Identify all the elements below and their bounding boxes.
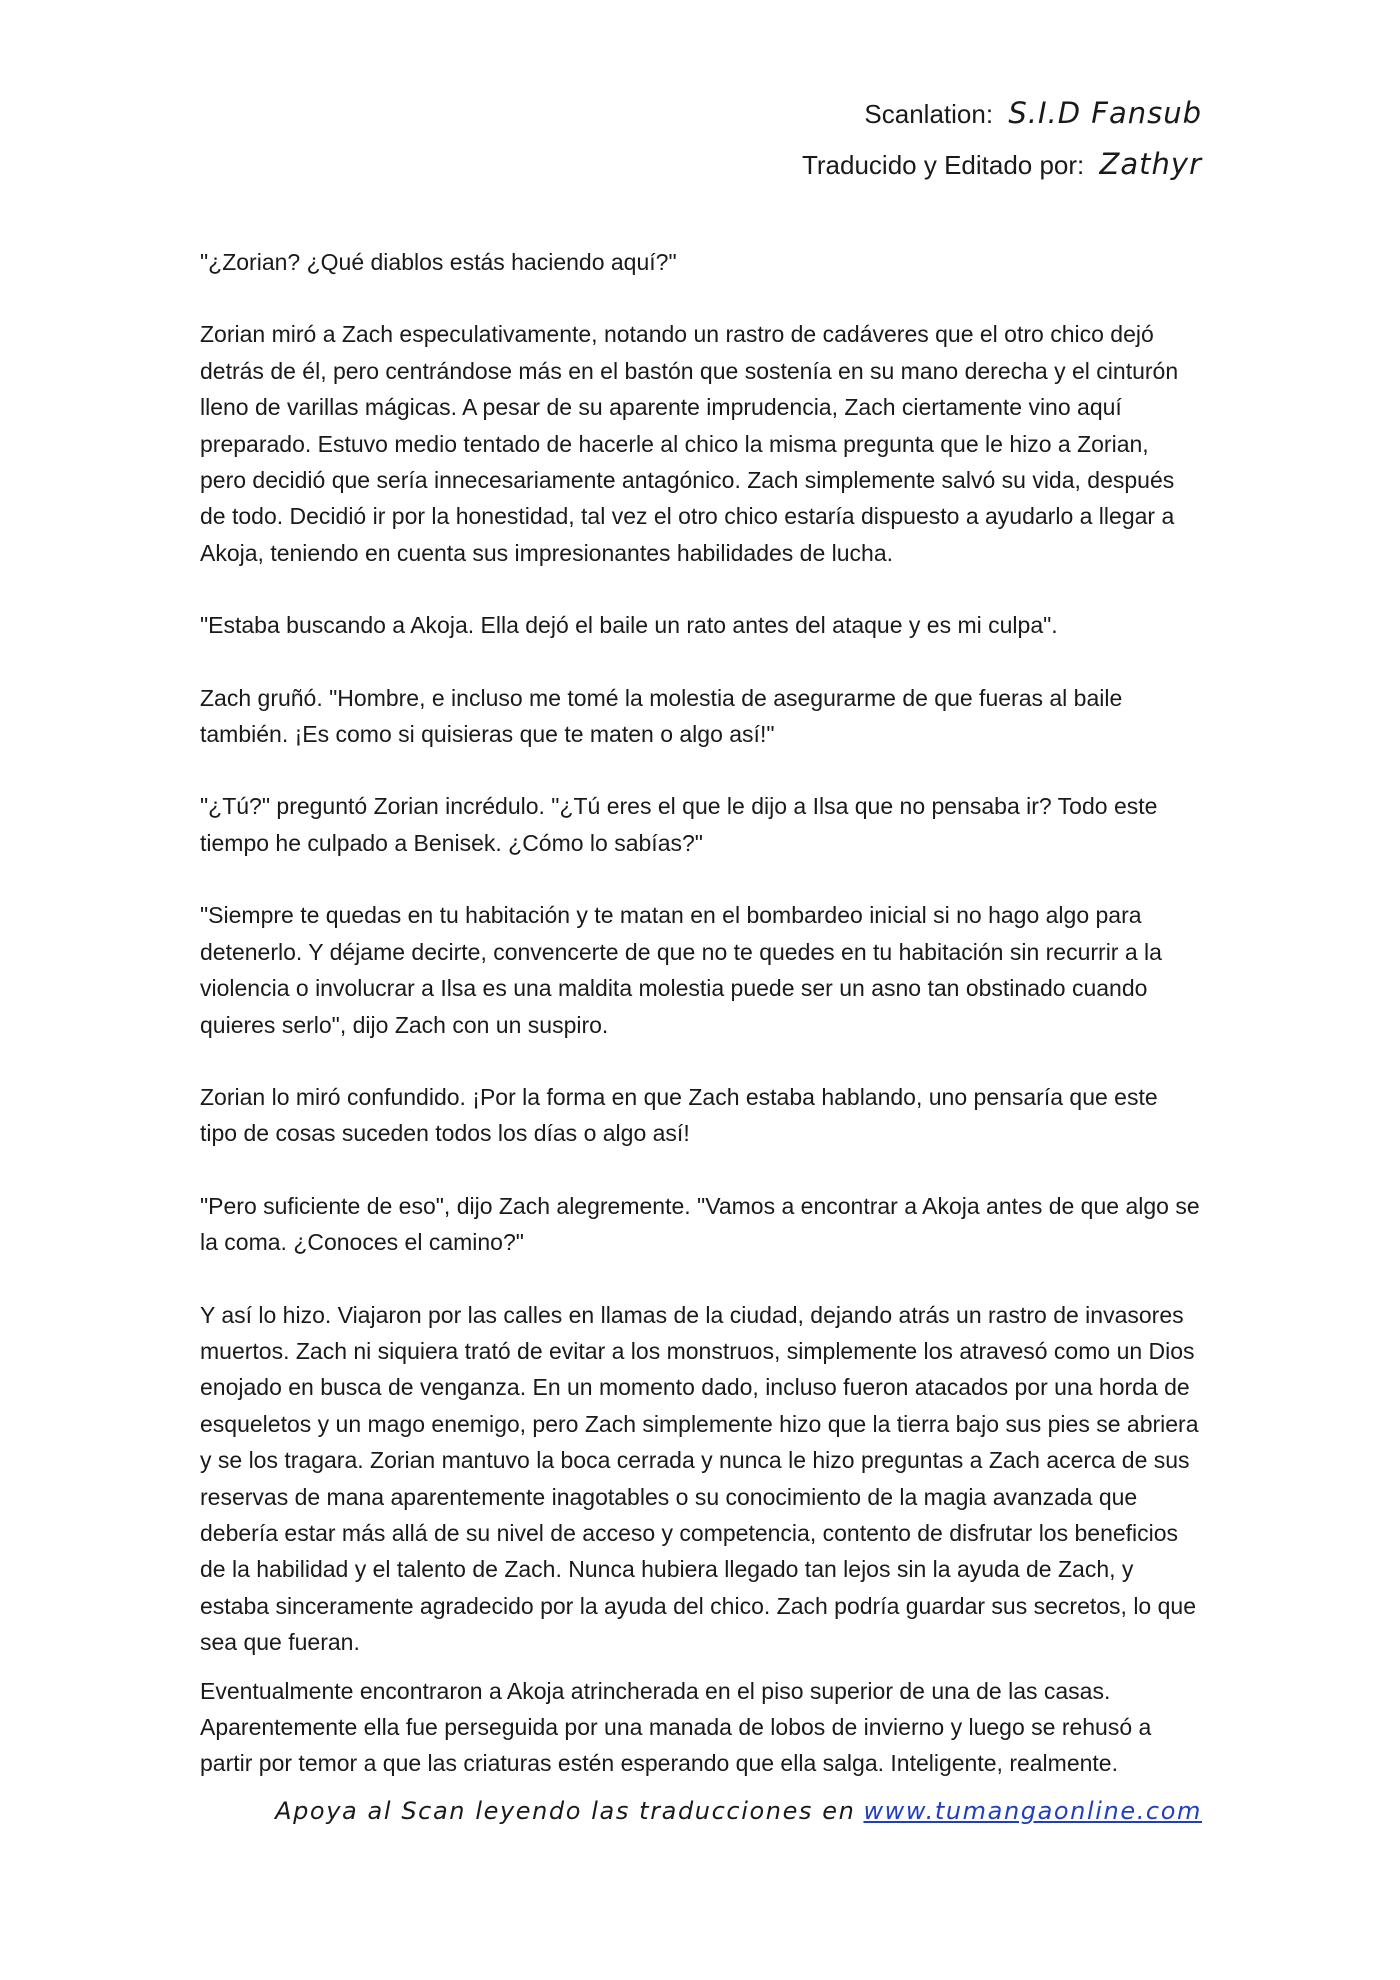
credits-block — [802, 88, 1202, 190]
paragraph: Zorian miró a Zach especulativamente, notando un rastro de cadáveres que el otro chico dejó detrás de él, pero centrándose más en el bastón que sostenía en su mano derecha y el cinturón lleno de varillas mágicas. A pesar de su aparente imprudencia, Zach ciertamente vino aquí preparado. Estuvo medio tentado de hacerle al chico la misma pregunta que le hizo a Zorian, pero decidió que sería innecesariamente antagónico. Zach simplemente salvó su vida, después de todo. Decidió ir por la honestidad, tal vez el otro chico estaría dispuesto a ayudarlo a llegar a Akoja, teniendo en cuenta sus impresionantes habilidades de lucha. — [200, 321, 1179, 566]
translator-name: Zathyr — [1099, 147, 1202, 181]
support-footer — [275, 1797, 1202, 1825]
paragraph: "Siempre te quedas en tu habitación y te matan en el bombardeo inicial si no hago algo para detenerlo. Y déjame decirte, convencerte de que no te quedes en tu habitación sin recurrir a la violencia o involucrar a Ilsa es una maldita molestia puede ser un asno tan obstinado cuando quieres serlo", dijo Zach con un suspiro. — [200, 902, 1162, 1038]
paragraph: Y así lo hizo. Viajaron por las calles en llamas de la ciudad, dejando atrás un rastro de invasores muertos. Zach ni siquiera trató de evitar a los monstruos, simplemente los atravesó como un Dios enojado en busca de venganza. En un momento dado, incluso fueron atacados por una horda de esqueletos y un mago enemigo, pero Zach simplemente hizo que la tierra bajo sus pies se abriera y se los tragara. Zorian mantuvo la boca cerrada y nunca le hizo preguntas a Zach acerca de sus reservas de mana aparentemente inagotables o su conocimiento de la magia avanzada que debería estar más allá de su nivel de acceso y competencia, contento de disfrutar los beneficios de la habilidad y el talento de Zach. Nunca hubiera llegado tan lejos sin la ayuda de Zach, y estaba sinceramente agradecido por la ayuda del chico. Zach podría guardar sus secretos, lo que sea que fueran. — [200, 1301, 1199, 1656]
paragraph: "Pero suficiente de eso", dijo Zach alegremente. "Vamos a encontrar a Akoja antes de que algo se la coma. ¿Conoces el camino?" — [200, 1192, 1200, 1256]
scanlation-group: S.I.D Fansub — [1008, 96, 1202, 130]
translator-credit — [802, 139, 1202, 190]
paragraph: "¿Tú?" preguntó Zorian incrédulo. "¿Tú eres el que le dijo a Ilsa que no pensaba ir? Todo este tiempo he culpado a Benisek. ¿Cómo lo sabías?" — [200, 793, 1158, 856]
scanlation-label: Scanlation: — [864, 99, 994, 129]
support-message: Apoya al Scan leyendo las traducciones en — [275, 1797, 856, 1825]
translator-label: Traducido y Editado por: — [801, 150, 1085, 180]
scanlation-credit — [802, 88, 1202, 139]
paragraph: "¿Zorian? ¿Qué diablos estás haciendo aquí?" — [200, 249, 677, 275]
paragraph: "Estaba buscando a Akoja. Ella dejó el baile un rato antes del ataque y es mi culpa". — [200, 612, 1058, 639]
paragraph: Zach gruñó. "Hombre, e incluso me tomé la molestia de asegurarme de que fueras al baile también. ¡Es como si quisieras que te maten o algo así!" — [200, 684, 1123, 748]
website-link[interactable]: www.tumangaonline.com — [863, 1797, 1202, 1825]
paragraph: Zorian lo miró confundido. ¡Por la forma en que Zach estaba hablando, uno pensaría que este tipo de cosas suceden todos los días o algo así! — [200, 1083, 1158, 1147]
paragraph: Eventualmente encontraron a Akoja atrincherada en el piso superior de una de las casas. Aparentemente ella fue perseguida por una manada de lobos de invierno y luego se rehusó a partir por temor a que las criaturas estén esperando que ella salga. Inteligente, realmente. — [200, 1677, 1152, 1777]
story-text — [200, 244, 1200, 1818]
